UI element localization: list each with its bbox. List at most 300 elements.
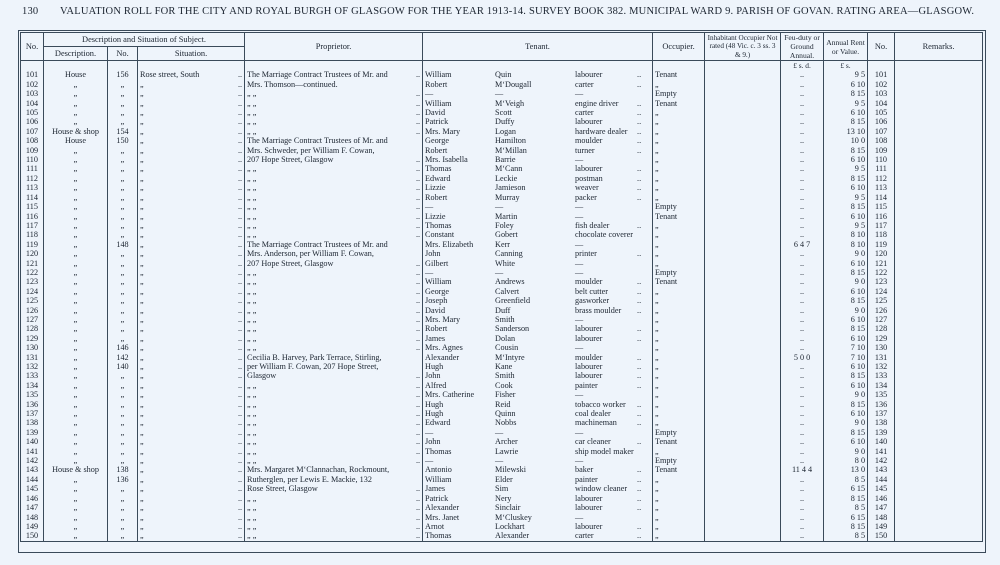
tenant-dots: ..	[637, 183, 642, 193]
situation-cell	[138, 456, 245, 465]
occupier-cell	[653, 324, 705, 333]
description-cell	[44, 259, 108, 268]
tenant-first-name: —	[425, 89, 434, 99]
annual-rent-text: 8 15	[850, 117, 866, 127]
inhabitant-cell	[705, 99, 781, 108]
house-number-cell	[108, 353, 138, 362]
situation-text: „	[140, 126, 144, 136]
occupier-text: „	[655, 155, 659, 165]
annual-rent-cell	[824, 230, 868, 239]
tenant-cell	[423, 155, 653, 164]
annual-rent-text: 6 10	[850, 79, 866, 89]
feu-duty-cell	[781, 334, 824, 343]
feu-duty-cell	[781, 80, 824, 89]
row-number-2	[868, 513, 895, 522]
proprietor-text: „ „	[247, 446, 257, 456]
tenant-occupation: printer	[575, 249, 597, 259]
row-number-text: 125	[25, 296, 39, 306]
annual-rent-text: 8 5	[854, 531, 866, 541]
situation-text: „	[140, 493, 144, 503]
tenant-occupation: labourer	[575, 521, 603, 531]
remarks-cell	[895, 306, 983, 315]
row-number-2	[868, 221, 895, 230]
house-number-cell	[108, 494, 138, 503]
house-number-cell	[108, 249, 138, 258]
row-number-2-text: 128	[874, 324, 888, 334]
row-number	[21, 212, 44, 221]
row-number-text: 110	[26, 155, 38, 165]
annual-rent-cell	[824, 221, 868, 230]
tenant-cell	[423, 193, 653, 202]
proprietor-text: „ „	[247, 409, 257, 419]
tenant-first-name: —	[425, 427, 434, 437]
situation-dots: ..	[237, 296, 243, 306]
annual-rent-text: 9 0	[854, 446, 866, 456]
tenant-first-name: Thomas	[425, 446, 452, 456]
house-number-text: 148	[116, 239, 129, 249]
tenant-cell	[423, 306, 653, 315]
occupier-cell	[653, 418, 705, 427]
occupier-text: „	[655, 117, 659, 127]
proprietor-cell	[245, 155, 423, 164]
situation-dots: ..	[237, 267, 243, 277]
row-number	[21, 296, 44, 305]
annual-rent-cell	[824, 362, 868, 371]
tenant-dots: ..	[637, 296, 642, 306]
tenant-cell	[423, 80, 653, 89]
occupier-text: „	[655, 192, 659, 202]
remarks-cell	[895, 465, 983, 474]
row-number	[21, 202, 44, 211]
annual-rent-text: 8 10	[850, 239, 866, 249]
annual-rent-text: 8 15	[850, 202, 866, 212]
table-row	[21, 484, 983, 493]
house-number-cell	[108, 334, 138, 343]
row-number-text: 109	[25, 145, 39, 155]
tenant-dots: ..	[637, 371, 642, 381]
inhabitant-cell	[705, 531, 781, 541]
tenant-dots: ..	[637, 503, 642, 513]
tenant-dots: ..	[637, 286, 642, 296]
tenant-first-name: Constant	[425, 230, 455, 240]
tenant-occupation: moulder	[575, 352, 603, 362]
description-text: „	[73, 108, 78, 118]
tenant-surname: Martin	[495, 211, 518, 221]
description-text: „	[73, 89, 78, 99]
occupier-text: „	[655, 380, 659, 390]
house-number-text: 140	[116, 362, 129, 371]
situation-cell	[138, 296, 245, 305]
house-number-cell	[108, 164, 138, 173]
description-text: „	[73, 183, 78, 193]
house-number-cell	[108, 89, 138, 98]
remarks-cell	[895, 108, 983, 117]
feu-duty-cell	[781, 136, 824, 145]
tenant-dots: ..	[637, 380, 642, 390]
annual-rent-text: 8 15	[850, 145, 866, 155]
description-text: „	[73, 521, 78, 531]
house-number-text: „	[120, 314, 125, 324]
proprietor-dots: ..	[415, 333, 421, 343]
occupier-cell	[653, 70, 705, 79]
feu-duty-text: ..	[799, 173, 805, 183]
situation-cell	[138, 381, 245, 390]
proprietor-text: „ „	[247, 314, 257, 324]
situation-text: „	[140, 117, 144, 127]
inhabitant-cell	[705, 287, 781, 296]
tenant-cell	[423, 334, 653, 343]
proprietor-cell	[245, 447, 423, 456]
house-number-cell	[108, 117, 138, 126]
tenant-surname: Andrews	[495, 277, 525, 287]
row-number-text: 147	[25, 503, 39, 513]
table-body	[21, 61, 983, 542]
row-number	[21, 183, 44, 192]
situation-cell	[138, 146, 245, 155]
occupier-text: Tenant	[655, 277, 678, 287]
description-cell	[44, 456, 108, 465]
tenant-first-name: William	[425, 277, 452, 287]
inhabitant-cell	[705, 465, 781, 474]
row-number-2	[868, 447, 895, 456]
proprietor-cell	[245, 437, 423, 446]
house-number-cell	[108, 437, 138, 446]
remarks-cell	[895, 324, 983, 333]
feu-duty-text: ..	[799, 305, 805, 315]
occupier-cell	[653, 437, 705, 446]
inhabitant-cell	[705, 371, 781, 380]
occupier-cell	[653, 230, 705, 239]
house-number-text: „	[120, 145, 125, 155]
remarks-cell	[895, 202, 983, 211]
inhabitant-cell	[705, 108, 781, 117]
row-number-2	[868, 108, 895, 117]
situation-text: „	[140, 484, 144, 494]
description-text: „	[73, 512, 78, 522]
description-cell	[44, 522, 108, 531]
proprietor-text: „ „	[247, 211, 257, 221]
occupier-text: „	[655, 512, 659, 522]
situation-cell	[138, 522, 245, 531]
description-text: House & shop	[52, 126, 99, 136]
row-number	[21, 494, 44, 503]
inhabitant-cell	[705, 513, 781, 522]
annual-rent-text: 8 0	[854, 456, 866, 466]
row-number-text: 117	[26, 220, 38, 230]
tenant-surname: Sinclair	[495, 503, 521, 513]
proprietor-dots: ..	[415, 192, 421, 202]
house-number-text: „	[120, 202, 125, 212]
row-number-2-text: 111	[875, 164, 887, 174]
description-text: „	[73, 333, 78, 343]
annual-rent-text: 6 10	[850, 380, 866, 390]
description-cell	[44, 108, 108, 117]
annual-rent-text: 9 5	[854, 192, 866, 202]
description-text: „	[73, 409, 78, 419]
tenant-occupation: labourer	[575, 117, 603, 127]
row-number	[21, 456, 44, 465]
occupier-cell	[653, 240, 705, 249]
house-number-cell	[108, 136, 138, 145]
row-number	[21, 108, 44, 117]
row-number-text: 132	[25, 362, 39, 371]
occupier-text: „	[655, 503, 659, 513]
annual-rent-cell	[824, 183, 868, 192]
house-number-text: „	[120, 484, 125, 494]
row-number	[21, 193, 44, 202]
feu-duty-text: ..	[799, 446, 805, 456]
row-number-2-text: 120	[874, 249, 888, 259]
description-cell	[44, 193, 108, 202]
house-number-cell	[108, 428, 138, 437]
house-number-cell	[108, 127, 138, 136]
occupier-text: „	[655, 324, 659, 334]
inhabitant-cell	[705, 522, 781, 531]
feu-duty-text: ..	[799, 230, 805, 240]
annual-rent-text: 6 15	[850, 484, 866, 494]
proprietor-dots: ..	[415, 493, 421, 503]
situation-cell	[138, 513, 245, 522]
annual-rent-cell	[824, 513, 868, 522]
table-row	[21, 155, 983, 164]
tenant-cell	[423, 117, 653, 126]
situation-cell	[138, 212, 245, 221]
house-number-text: „	[120, 117, 125, 127]
feu-duty-text: ..	[799, 503, 805, 513]
description-text: House	[65, 136, 86, 146]
row-number-text: 149	[25, 521, 39, 531]
situation-text: „	[140, 239, 144, 249]
description-cell	[44, 306, 108, 315]
tenant-first-name: Lizzie	[425, 183, 446, 193]
remarks-cell	[895, 400, 983, 409]
description-text: „	[73, 314, 78, 324]
proprietor-dots: ..	[415, 286, 421, 296]
feu-duty-cell	[781, 99, 824, 108]
occupier-text: „	[655, 493, 659, 503]
row-number	[21, 287, 44, 296]
tenant-first-name: Hugh	[425, 409, 444, 419]
description-cell	[44, 381, 108, 390]
remarks-cell	[895, 80, 983, 89]
tenant-cell	[423, 343, 653, 352]
feu-duty-text: ..	[799, 418, 805, 428]
proprietor-dots: ..	[415, 277, 421, 287]
description-text: „	[73, 371, 78, 381]
occupier-cell	[653, 465, 705, 474]
row-number-2-text: 127	[874, 314, 888, 324]
situation-dots: ..	[237, 456, 243, 466]
situation-dots: ..	[237, 418, 243, 428]
tenant-dots: ..	[637, 173, 642, 183]
description-cell	[44, 484, 108, 493]
description-cell	[44, 400, 108, 409]
row-number-text: 150	[25, 531, 39, 541]
annual-rent-text: 9 5	[854, 70, 866, 80]
remarks-cell	[895, 221, 983, 230]
proprietor-dots: ..	[415, 324, 421, 334]
occupier-text: „	[655, 343, 659, 353]
feu-duty-cell	[781, 127, 824, 136]
tenant-dots: ..	[637, 249, 642, 259]
occupier-cell	[653, 353, 705, 362]
row-number	[21, 249, 44, 258]
row-number-2-text: 126	[874, 305, 888, 315]
tenant-occupation: fish dealer	[575, 220, 610, 230]
feu-duty-cell	[781, 164, 824, 173]
remarks-cell	[895, 230, 983, 239]
table-row	[21, 240, 983, 249]
tenant-occupation: carter	[575, 108, 594, 118]
feu-duty-text: ..	[799, 202, 805, 212]
feu-duty-text: ..	[799, 324, 805, 334]
house-number-text: „	[120, 512, 125, 522]
row-number-text: 103	[25, 89, 39, 99]
row-number-2	[868, 183, 895, 192]
annual-rent-text: 8 10	[850, 230, 866, 240]
situation-cell	[138, 202, 245, 211]
house-number-cell	[108, 381, 138, 390]
row-number-2-text: 116	[875, 211, 888, 221]
description-text: „	[73, 446, 78, 456]
situation-cell	[138, 221, 245, 230]
proprietor-text: „ „	[247, 512, 257, 522]
situation-cell	[138, 136, 245, 145]
row-number-2-text: 117	[875, 220, 888, 230]
feu-duty-text: ..	[799, 267, 805, 277]
annual-rent-text: 6 10	[850, 314, 866, 324]
proprietor-dots: ..	[415, 155, 421, 165]
occupier-text: „	[655, 371, 659, 381]
description-text: „	[73, 202, 78, 212]
feu-duty-cell	[781, 522, 824, 531]
tenant-dots: ..	[637, 277, 642, 287]
annual-rent-cell	[824, 522, 868, 531]
row-number-2-text: 148	[874, 512, 888, 522]
proprietor-cell	[245, 80, 423, 89]
annual-rent-text: 8 15	[850, 521, 866, 531]
proprietor-cell	[245, 183, 423, 192]
occupier-text: „	[655, 136, 659, 146]
annual-rent-text: 6 10	[850, 155, 866, 165]
row-number	[21, 99, 44, 108]
tenant-first-name: Mrs. Mary	[425, 126, 461, 136]
table-row	[21, 287, 983, 296]
tenant-surname: Canning	[495, 249, 523, 259]
row-number-text: 129	[25, 333, 39, 343]
house-number-cell	[108, 155, 138, 164]
inhabitant-cell	[705, 428, 781, 437]
tenant-occupation: —	[575, 267, 584, 277]
situation-dots: ..	[237, 521, 243, 531]
proprietor-cell	[245, 494, 423, 503]
tenant-first-name: Hugh	[425, 362, 444, 371]
row-number-2	[868, 230, 895, 239]
house-number-text: „	[120, 230, 125, 240]
description-cell	[44, 80, 108, 89]
remarks-cell	[895, 381, 983, 390]
tenant-surname: Nobbs	[495, 418, 517, 428]
annual-rent-text: 8 15	[850, 493, 866, 503]
row-number-2	[868, 381, 895, 390]
inhabitant-cell	[705, 456, 781, 465]
inhabitant-cell	[705, 418, 781, 427]
inhabitant-cell	[705, 230, 781, 239]
inhabitant-cell	[705, 409, 781, 418]
situation-text: „	[140, 352, 144, 362]
tenant-surname: Smith	[495, 371, 515, 381]
situation-cell	[138, 240, 245, 249]
proprietor-dots: ..	[415, 173, 421, 183]
description-cell	[44, 447, 108, 456]
occupier-cell	[653, 108, 705, 117]
remarks-cell	[895, 287, 983, 296]
house-number-text: 150	[116, 136, 129, 146]
tenant-dots: ..	[637, 324, 642, 334]
row-number	[21, 353, 44, 362]
situation-cell	[138, 108, 245, 117]
row-number-text: 122	[25, 267, 39, 277]
row-number-2-text: 108	[874, 136, 888, 146]
tenant-dots: ..	[637, 409, 642, 419]
remarks-cell	[895, 240, 983, 249]
row-number-2-text: 144	[874, 474, 888, 484]
tenant-occupation: carter	[575, 531, 594, 541]
situation-text: „	[140, 89, 144, 99]
remarks-cell	[895, 193, 983, 202]
tenant-surname: —	[495, 202, 504, 212]
annual-rent-text: 6 10	[850, 258, 866, 268]
row-number-2-text: 104	[874, 98, 888, 108]
feu-duty-text: ..	[799, 249, 805, 259]
annual-rent-text: 8 15	[850, 324, 866, 334]
tenant-first-name: James	[425, 333, 446, 343]
feu-duty-text: ..	[799, 437, 805, 447]
feu-duty-cell	[781, 240, 824, 249]
proprietor-cell	[245, 334, 423, 343]
row-number-2-text: 114	[875, 192, 888, 202]
tenant-cell	[423, 296, 653, 305]
tenant-occupation: —	[575, 427, 584, 437]
description-cell	[44, 230, 108, 239]
description-cell	[44, 390, 108, 399]
annual-rent-cell	[824, 89, 868, 98]
situation-dots: ..	[237, 305, 243, 315]
feu-duty-cell	[781, 484, 824, 493]
tenant-surname: Kerr	[495, 239, 511, 249]
feu-duty-text: ..	[799, 258, 805, 268]
occupier-cell	[653, 212, 705, 221]
situation-text: „	[140, 324, 144, 334]
tenant-cell	[423, 99, 653, 108]
tenant-surname: Alexander	[495, 531, 530, 541]
situation-cell	[138, 127, 245, 136]
feu-duty-text: ..	[799, 531, 805, 541]
tenant-occupation: labourer	[575, 164, 603, 174]
tenant-first-name: William	[425, 70, 452, 80]
feu-duty-cell	[781, 494, 824, 503]
table-row	[21, 146, 983, 155]
tenant-cell	[423, 400, 653, 409]
feu-duty-text: ..	[799, 399, 805, 409]
house-number-cell	[108, 202, 138, 211]
house-number-text: „	[120, 380, 125, 390]
proprietor-cell	[245, 343, 423, 352]
proprietor-text: „ „	[247, 437, 257, 447]
occupier-cell	[653, 193, 705, 202]
tenant-occupation: —	[575, 211, 584, 221]
occupier-cell	[653, 362, 705, 371]
